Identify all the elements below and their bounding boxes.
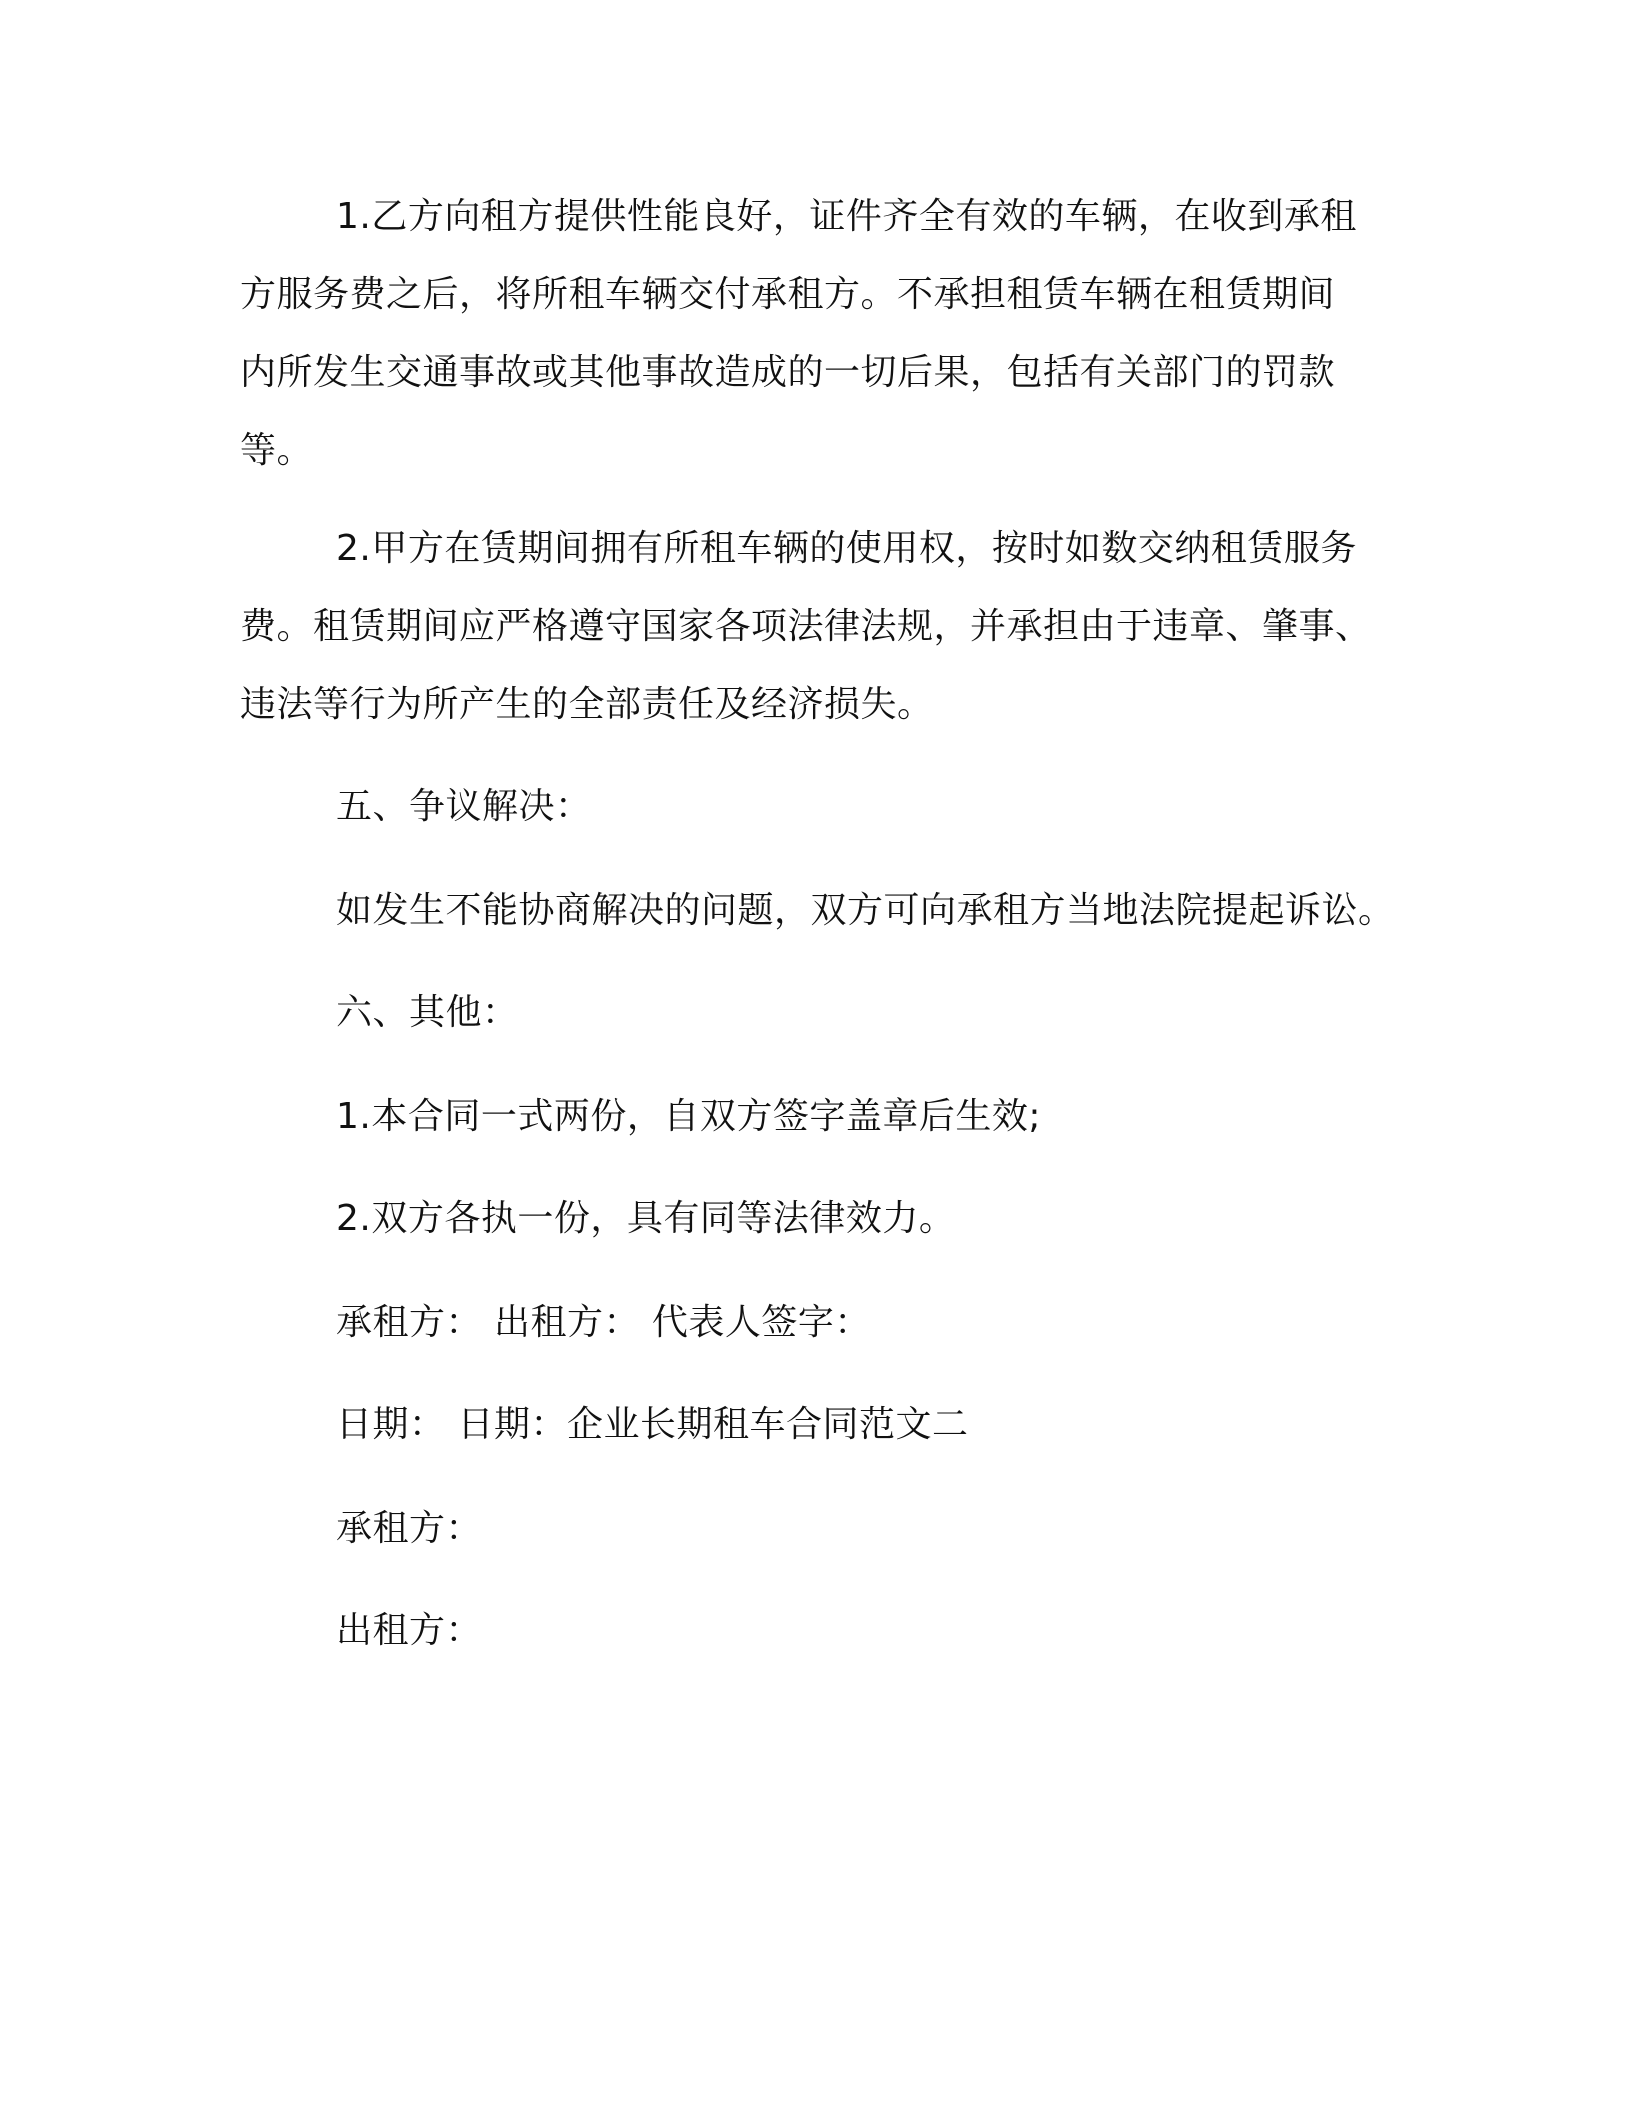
section-6-item-1: 1.本合同一式两份，自双方签字盖章后生效; <box>336 1096 1041 1137</box>
clause-1-line-4: 等。 <box>240 430 314 471</box>
signature-line: 承租方： 出租方： 代表人签字： <box>336 1302 871 1343</box>
clause-2-line-2: 费。租赁期间应严格遵守国家各项法律法规，并承担由于违章、肇事、 <box>240 606 1372 647</box>
section-6-heading: 六、其他： <box>336 992 519 1033</box>
clause-2-paragraph <box>240 510 1390 744</box>
section-5-text: 如发生不能协商解决的问题，双方可向承租方当地法院提起诉讼。 <box>336 890 1395 931</box>
clause-1-paragraph <box>240 178 1390 490</box>
clause-2-line-3: 违法等行为所产生的全部责任及经济损失。 <box>240 684 934 725</box>
date-line: 日期： 日期：企业长期租车合同范文二 <box>336 1404 969 1445</box>
lessee-label: 承租方： <box>336 1508 483 1549</box>
section-6-item-2: 2.双方各执一份，具有同等法律效力。 <box>336 1198 956 1239</box>
clause-1-line-2: 方服务费之后，将所租车辆交付承租方。不承担租赁车辆在租赁期间 <box>240 274 1336 315</box>
clause-2-line-1: 2.甲方在赁期间拥有所租车辆的使用权，按时如数交纳租赁服务 <box>336 528 1357 569</box>
clause-1-line-1: 1.乙方向租方提供性能良好，证件齐全有效的车辆，在收到承租 <box>336 196 1357 237</box>
section-5-heading: 五、争议解决： <box>336 786 592 827</box>
clause-1-line-3: 内所发生交通事故或其他事故造成的一切后果，包括有关部门的罚款 <box>240 352 1336 393</box>
lessor-label: 出租方： <box>336 1610 483 1651</box>
